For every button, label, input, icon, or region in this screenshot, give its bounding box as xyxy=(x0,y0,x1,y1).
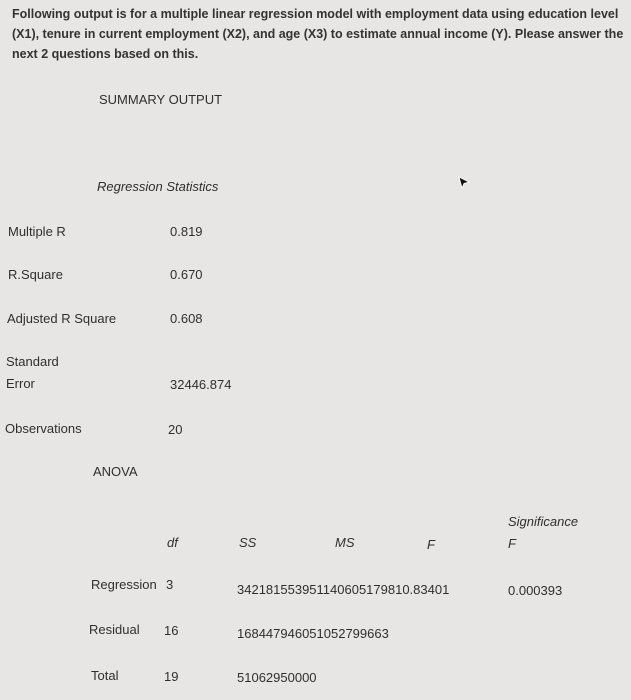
anova-regression-label: Regression xyxy=(91,577,157,592)
standard-error-label-line2: Error xyxy=(6,376,35,391)
observations-value: 20 xyxy=(168,422,183,437)
anova-regression-ss: 342181553951140605179810.83401 xyxy=(237,582,450,597)
mouse-cursor-icon xyxy=(458,176,470,190)
intro-paragraph xyxy=(12,4,627,64)
r-square-label: R.Square xyxy=(8,267,63,282)
standard-error-label-line1: Standard xyxy=(6,354,59,369)
adjusted-r-square-label: Adjusted R Square xyxy=(7,311,117,326)
multiple-r-label: Multiple R xyxy=(8,224,66,239)
anova-residual-ss: 168447946051052799663 xyxy=(237,626,389,641)
regression-statistics-heading: Regression Statistics xyxy=(97,179,219,194)
df-header: df xyxy=(167,535,178,550)
significance-f-header-line1: Significance xyxy=(508,514,579,529)
summary-title: SUMMARY OUTPUT xyxy=(99,92,223,107)
ss-header: SS xyxy=(239,535,257,550)
anova-regression-significance: 0.000393 xyxy=(508,583,563,598)
anova-total-label: Total xyxy=(91,668,119,683)
intro-text-end: based on this. xyxy=(110,47,199,61)
anova-total-df: 19 xyxy=(164,669,179,684)
anova-total-ss: 51062950000 xyxy=(237,670,317,685)
anova-residual-label: Residual xyxy=(89,622,140,637)
multiple-r-value: 0.819 xyxy=(170,224,203,239)
standard-error-value: 32446.874 xyxy=(170,377,232,392)
f-header: F xyxy=(427,537,435,552)
intro-text: Following output is for a multiple linear regression model with employment data using education level (X1), tenure in current employment (X2), and age (X3) to estimate annual income (Y). Please answer the next xyxy=(12,7,624,61)
anova-heading: ANOVA xyxy=(93,464,138,479)
anova-regression-df: 3 xyxy=(166,577,174,592)
r-square-value: 0.670 xyxy=(170,267,203,282)
intro-emphasis: 2 questions xyxy=(41,47,111,61)
observations-label: Observations xyxy=(5,421,82,436)
adjusted-r-square-value: 0.608 xyxy=(170,311,203,326)
ms-header: MS xyxy=(335,535,355,550)
significance-f-header-line2: F xyxy=(508,536,516,551)
anova-residual-df: 16 xyxy=(164,623,179,638)
